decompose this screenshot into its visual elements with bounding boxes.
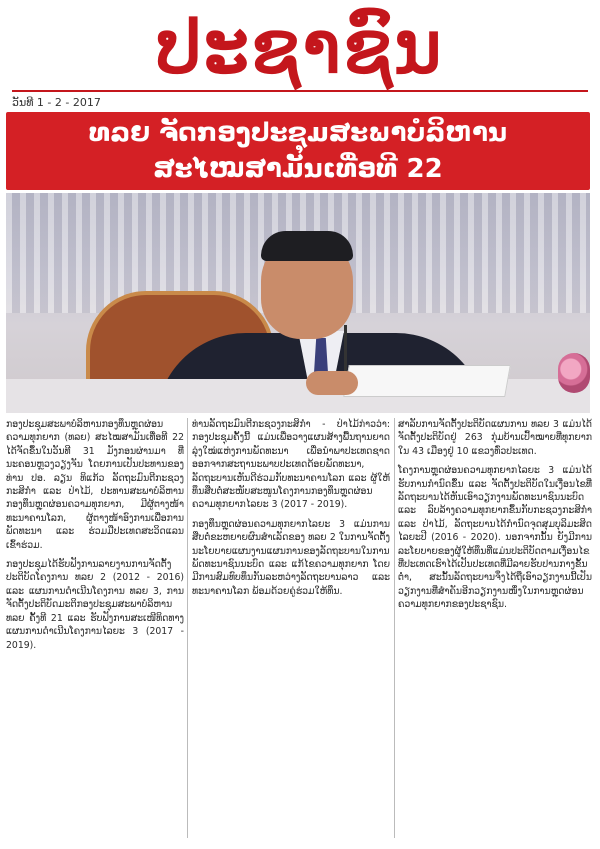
headline-banner [6, 112, 590, 190]
masthead-rule [12, 90, 588, 92]
photo-microphone [344, 325, 347, 375]
news-photo [6, 193, 590, 413]
article-column-2 [192, 418, 390, 604]
photo-person-hair [261, 231, 353, 261]
article-paragraph: ທ່ານລັດຖະມົນຕີກະຊວງກະສິກຳ - ປ່າໄມ້ກ່າວວ່າ: ກອງປະຊຸມຄັ້ງນີ້ ແມ່ນເພື່ອວາງແຜນສ້າງພື້ນຖານຍາດລຸ່ງໃໝ່ແຫ່ງການພັດທະນາ ເພື່ອນຳພາປະເທດຊາດອອກຈາກສະຖານະພາບປະເທດດ້ອຍພັດທະນາ, ລັດຖະບານເຫັນດີຮ່ວມກັບທະນາຄານໂລກ ແລະ ຜູ້ໃຫ້ທຶນສືບຕໍ່ສະໜັບສະໜູນໂຄງການກອງທຶນຫຼຸດຜ່ອນຄວາມທຸກຍາກໄລຍະ 3 (2017 - 2019). [192, 419, 390, 511]
article-paragraph: ໂຄງການຫຼຸດຜ່ອນຄວາມທຸກຍາກໄລຍະ 3 ແມ່ນໄດ້ຮັບການກຳນົດຂຶ້ນ ແລະ ຈັດຕັ້ງປະຕິບັດໃນເງື່ອນໄຂທີ່ລັດຖະບານໄດ້ຫັນເອົາວຽກງານພັດທະນາຊົນນະບົດ ແລະ ລົບລ້າງຄວາມທຸກຍາກຂຶ້ນກັບກະຊວງກະສິກຳ ແລະ ປ່າໄມ້, ລັດຖະບານໄດ້ກຳນົດຈຸດສຸມບຸລິມະສິດໄລຍະປີ (2016 - 2020). ນອກຈາກນັ້ນ ຍັງມີການລະໂຍບາຍຂອງຜູ້ໃຫ້ທຶນທີ່ແມ່ນປະຕິບັດຕາມເງື່ອນໄຂທີ່ປະເທດເຮົາໄດ້ເປັນປະເທດທີ່ມີລາຍຮັບປານກາງຂັ້ນຕ່ຳ, ສະນັ້ນລັດຖະບານຈຶ່ງໄດ້ຖືເອົາວຽກງານນີ້ເປັນວຽກງານທີ່ສຳຄັນອີກວຽກງານໜຶ່ງໃນການຫຼຸດຜ່ອນຄວາມທຸກຍາກຂອງປະຊາຊົນ. [398, 465, 592, 611]
column-divider [187, 418, 188, 838]
masthead [0, 0, 600, 96]
photo-desk-paper [343, 365, 511, 397]
issue-date: ວັນທີ 1 - 2 - 2017 [12, 96, 101, 109]
headline-line-1: ທລຍ ຈັດກອງປະຊຸມສະພາບໍລິຫານ [88, 118, 508, 148]
article-paragraph: ກອງທຶນຫຼຸດຜ່ອນຄວາມທຸກຍາກໄລຍະ 3 ແມ່ນການສືບຕໍ່ຂະຫຍາຍຜົນສຳເລັດຂອງ ທລຍ 2 ໃນການຈັດຕັ້ງນະໂຍບາຍແຜນງານແຜນການຂອງລັດຖະບານໃນການພັດທະນາຊົນນະບົດ ແລະ ແກ້ໄຂຄວາມທຸກຍາກ ໂດຍມີການສົມທົບທຶນກັນລະຫວ່າງລັດຖະບານລາວ ແລະ ທະນາຄານໂລກ ພ້ອມດ້ວຍຄູ່ຮ່ວມໃຫ້ທຶນ. [192, 518, 390, 597]
headline-line-2: ສະໄໝສາມັນເທື່ອທີ 22 [153, 154, 443, 184]
photo-flowers [558, 353, 590, 393]
article-paragraph: ກອງປະຊຸມໄດ້ຮັບຟັງການລາຍງານການຈັດຕັ້ງປະຕິບັດໂຄງການ ທລຍ 2 (2012 - 2016) ແລະ ແຜນການດຳເນີນໂຄງການ ທລຍ 3, ການຈັດຕັ້ງປະຕິບັດມະຕິກອງປະຊຸມສະພາບໍລິຫານ ທລຍ ຄັ້ງທີ 21 ແລະ ຮັບຟັງການສະເໜີທິດທາງແຜນການດຳເນີນໂຄງການໄລຍະ 3 (2017 - 2019). [6, 559, 184, 651]
photo-hand [306, 371, 358, 395]
article-paragraph: ກອງປະຊຸມສະພາບໍລິຫານກອງທຶນຫຼຸດຜ່ອນຄວາມທຸກຍາກ (ທລຍ) ສະໄໝສາມັນເທື່ອທີ 22 ໄດ້ຈັດຂຶ້ນໃນວັນທີ 31 ມັງກອນຜ່ານມາ ທີ່ນະຄອນຫຼວງວຽງຈັນ ໂດຍການເປັນປະທານຂອງ ທ່ານ ປອ. ລຽນ ທິແກ້ວ ລັດຖະມົນຕີກະຊວງກະສິກຳ ແລະ ປ່າໄມ້, ປະທານສະພາບໍລິຫານກອງທຶນຫຼຸດຜ່ອນຄວາມທຸກຍາກ, ມີຜູ້ຕາງໜ້າທະນາຄານໂລກ, ຜູ້ຕາງໜ້າອົງການເພື່ອການພັດທະນາ ແລະ ຮ່ວມມືປະເທດສະວິດແລນເຂົ້າຮ່ວມ. [6, 419, 184, 551]
article-column-1 [6, 418, 184, 658]
article-column-3 [398, 418, 592, 618]
masthead-title: ປະຊາຊົນ [156, 4, 444, 89]
column-divider [394, 418, 395, 838]
article-paragraph: ສາລັບການຈັດຕັ້ງປະຕິບັດແຜນການ ທລຍ 3 ແມ່ນໄດ້ຈັດຕັ້ງປະຕິບັດຢູ່ 263 ກຸ່ມບ້ານເປົ້າໝາຍທີ່ທຸກຍາກໃນ 43 ເມືອງຢູ່ 10 ແຂວງທົ່ວປະເທດ. [398, 419, 592, 457]
